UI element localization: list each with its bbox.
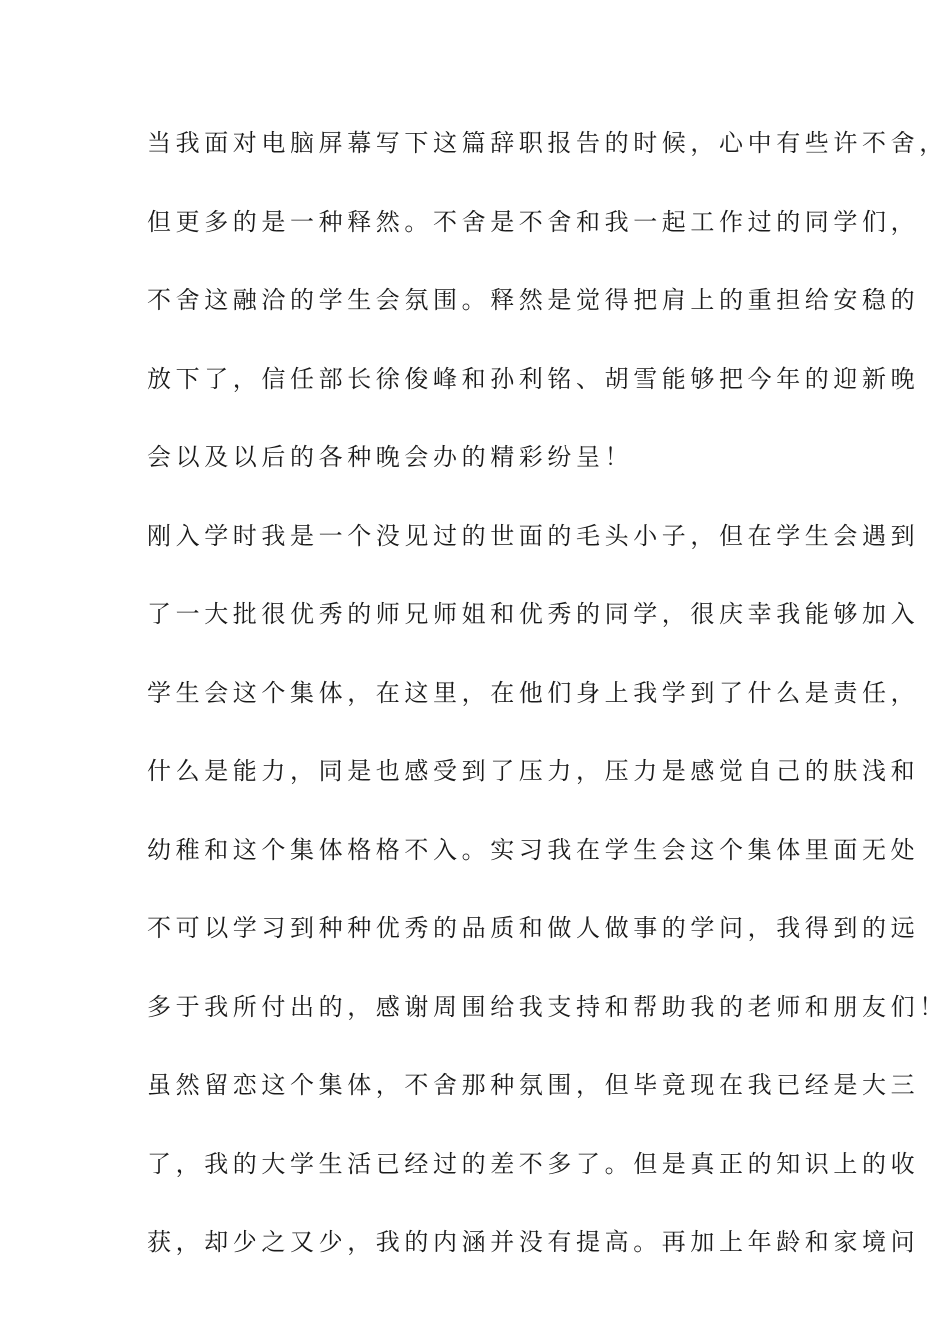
body-text	[147, 128, 948, 1306]
text-line: 什么是能力，同是也感受到了压力，压力是感觉自己的肤浅和	[147, 757, 920, 785]
text-line: 多于我所付出的，感谢周围给我支持和帮助我的老师和朋友们！	[147, 992, 948, 1021]
text-line: 了一大批很优秀的师兄师姐和优秀的同学，很庆幸我能够加入	[147, 600, 920, 628]
text-line: 不可以学习到种种优秀的品质和做人做事的学问，我得到的远	[147, 914, 920, 942]
text-line: 获，却少之又少，我的内涵并没有提高。再加上年龄和家境问	[147, 1228, 920, 1256]
text-line: 不舍这融洽的学生会氛围。释然是觉得把肩上的重担给安稳的	[147, 286, 920, 314]
text-line: 当我面对电脑屏幕写下这篇辞职报告的时候，心中有些许不舍，	[147, 129, 948, 157]
text-line: 但更多的是一种释然。不舍是不舍和我一起工作过的同学们，	[147, 207, 920, 236]
text-line: 虽然留恋这个集体，不舍那种氛围，但毕竟现在我已经是大三	[147, 1071, 920, 1099]
text-line: 刚入学时我是一个没见过的世面的毛头小子，但在学生会遇到	[147, 521, 920, 550]
text-line: 学生会这个集体，在这里，在他们身上我学到了什么是责任，	[147, 678, 920, 707]
text-line: 了，我的大学生活已经过的差不多了。但是真正的知识上的收	[147, 1149, 920, 1178]
text-line: 会以及以后的各种晚会办的精彩纷呈！	[147, 443, 634, 471]
text-line: 幼稚和这个集体格格不入。实习我在学生会这个集体里面无处	[147, 835, 920, 864]
text-line: 放下了，信任部长徐俊峰和孙利铭、胡雪能够把今年的迎新晚	[147, 364, 920, 393]
